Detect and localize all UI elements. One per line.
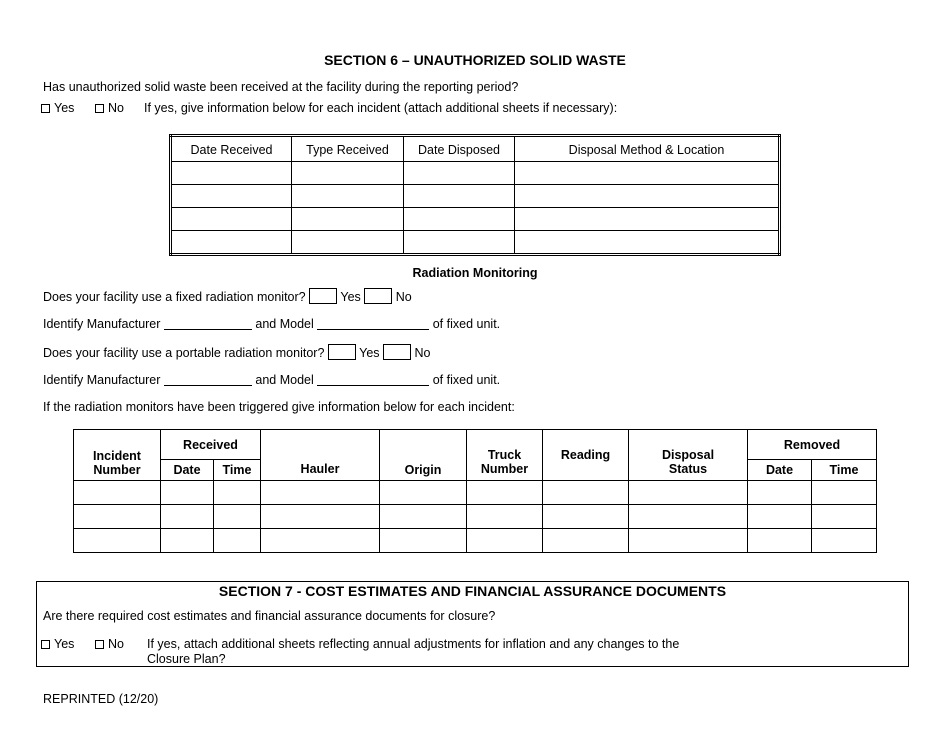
- header-reading: Reading: [543, 430, 629, 481]
- portable-model-field[interactable]: [317, 373, 429, 386]
- header-hauler: Hauler: [261, 430, 380, 481]
- table-cell[interactable]: [748, 505, 812, 529]
- s7-yes-option[interactable]: [41, 637, 74, 651]
- radiation-incident-table: [73, 429, 877, 553]
- reprinted-footer: REPRINTED (12/20): [43, 692, 159, 706]
- portable-yes-box[interactable]: [328, 344, 356, 360]
- table-cell[interactable]: [812, 505, 877, 529]
- table-row: [171, 231, 780, 255]
- table-row: [74, 505, 877, 529]
- table-cell[interactable]: [543, 505, 629, 529]
- waste-yes-checkbox[interactable]: [41, 104, 50, 113]
- table-cell[interactable]: [261, 529, 380, 553]
- s7-no-label: No: [108, 637, 124, 651]
- table-cell[interactable]: [404, 162, 515, 185]
- s7-no-option[interactable]: [95, 637, 124, 651]
- waste-instruction: If yes, give information below for each incident (attach additional sheets if necessary):: [144, 101, 618, 115]
- table-cell[interactable]: [380, 505, 467, 529]
- table-header-row: [171, 136, 780, 162]
- waste-yes-option[interactable]: [41, 101, 74, 115]
- section-7-title: SECTION 7 - COST ESTIMATES AND FINANCIAL ASSURANCE DOCUMENTS: [218, 583, 727, 599]
- fixed-monitor-row: [43, 288, 412, 304]
- table-row: [171, 185, 780, 208]
- table-cell[interactable]: [261, 505, 380, 529]
- section-7-box: [36, 581, 909, 667]
- table-cell[interactable]: [171, 185, 292, 208]
- table-cell[interactable]: [292, 208, 404, 231]
- table-cell[interactable]: [404, 208, 515, 231]
- table-cell[interactable]: [214, 529, 261, 553]
- header-received: Received: [161, 430, 261, 460]
- table-cell[interactable]: [380, 481, 467, 505]
- table-cell[interactable]: [467, 481, 543, 505]
- portable-yes-label: Yes: [359, 346, 380, 360]
- header-disposal-method: Disposal Method & Location: [515, 136, 780, 162]
- fixed-monitor-question: Does your facility use a fixed radiation monitor?: [43, 290, 306, 304]
- header-type-received: Type Received: [292, 136, 404, 162]
- table-cell[interactable]: [629, 505, 748, 529]
- header-truck-number: Truck Number: [467, 430, 543, 481]
- waste-no-checkbox[interactable]: [95, 104, 104, 113]
- fixed-model-field[interactable]: [317, 317, 429, 330]
- table-header-row: [74, 430, 877, 460]
- of-fixed-unit-label: of fixed unit.: [432, 317, 501, 331]
- table-cell[interactable]: [467, 529, 543, 553]
- table-cell[interactable]: [171, 231, 292, 255]
- table-cell[interactable]: [467, 505, 543, 529]
- fixed-yes-box[interactable]: [309, 288, 337, 304]
- table-cell[interactable]: [292, 185, 404, 208]
- s7-yes-checkbox[interactable]: [41, 640, 50, 649]
- table-cell[interactable]: [543, 529, 629, 553]
- table-cell[interactable]: [543, 481, 629, 505]
- waste-no-label: No: [108, 101, 124, 115]
- triggered-instruction: If the radiation monitors have been triggered give information below for each incident:: [43, 400, 515, 414]
- table-cell[interactable]: [261, 481, 380, 505]
- table-cell[interactable]: [404, 231, 515, 255]
- table-cell[interactable]: [214, 505, 261, 529]
- table-cell[interactable]: [812, 529, 877, 553]
- header-removed: Removed: [748, 430, 877, 460]
- table-cell[interactable]: [748, 481, 812, 505]
- portable-monitor-question: Does your facility use a portable radiation monitor?: [43, 346, 325, 360]
- table-cell[interactable]: [629, 481, 748, 505]
- s7-no-checkbox[interactable]: [95, 640, 104, 649]
- waste-no-option[interactable]: [95, 101, 124, 115]
- header-received-time: Time: [214, 460, 261, 481]
- header-origin: Origin: [380, 430, 467, 481]
- table-cell[interactable]: [515, 208, 780, 231]
- section-6-title: SECTION 6 – UNAUTHORIZED SOLID WASTE: [324, 52, 626, 68]
- fixed-manufacturer-field[interactable]: [164, 317, 252, 330]
- table-cell[interactable]: [748, 529, 812, 553]
- table-cell[interactable]: [161, 481, 214, 505]
- portable-no-label: No: [414, 346, 431, 360]
- header-incident-number: Incident Number: [74, 430, 161, 481]
- table-row: [74, 481, 877, 505]
- table-cell[interactable]: [380, 529, 467, 553]
- table-cell[interactable]: [171, 162, 292, 185]
- table-cell[interactable]: [74, 505, 161, 529]
- table-cell[interactable]: [629, 529, 748, 553]
- table-cell[interactable]: [161, 505, 214, 529]
- header-removed-time: Time: [812, 460, 877, 481]
- header-date-disposed: Date Disposed: [404, 136, 515, 162]
- s7-instruction-line2: Closure Plan?: [147, 652, 226, 666]
- portable-manufacturer-field[interactable]: [164, 373, 252, 386]
- table-cell[interactable]: [74, 481, 161, 505]
- and-model-label: and Model: [255, 317, 314, 331]
- table-cell[interactable]: [292, 162, 404, 185]
- fixed-yes-label: Yes: [340, 290, 361, 304]
- table-cell[interactable]: [161, 529, 214, 553]
- and-model-label: and Model: [255, 373, 314, 387]
- table-cell[interactable]: [515, 185, 780, 208]
- portable-no-box[interactable]: [383, 344, 411, 360]
- table-cell[interactable]: [515, 162, 780, 185]
- fixed-no-label: No: [395, 290, 412, 304]
- portable-monitor-row: [43, 344, 431, 360]
- waste-question: Has unauthorized solid waste been received at the facility during the reporting period?: [43, 80, 519, 94]
- identify-manufacturer-label: Identify Manufacturer: [43, 317, 161, 331]
- s7-instruction-line1: If yes, attach additional sheets reflecting annual adjustments for inflation and any changes to the: [147, 637, 680, 651]
- table-cell[interactable]: [292, 231, 404, 255]
- identify-manufacturer-label: Identify Manufacturer: [43, 373, 161, 387]
- fixed-manufacturer-row: [43, 317, 500, 331]
- section-7-question: Are there required cost estimates and financial assurance documents for closure?: [43, 609, 496, 623]
- header-removed-date: Date: [748, 460, 812, 481]
- s7-yes-label: Yes: [54, 637, 75, 651]
- table-cell[interactable]: [404, 185, 515, 208]
- table-cell[interactable]: [74, 529, 161, 553]
- header-date-received: Date Received: [171, 136, 292, 162]
- table-row: [74, 529, 877, 553]
- header-received-date: Date: [161, 460, 214, 481]
- table-cell[interactable]: [515, 231, 780, 255]
- portable-manufacturer-row: [43, 373, 500, 387]
- unauthorized-waste-table: [169, 134, 781, 256]
- waste-yes-label: Yes: [54, 101, 75, 115]
- table-cell[interactable]: [812, 481, 877, 505]
- radiation-title: Radiation Monitoring: [412, 266, 538, 280]
- header-disposal-status: Disposal Status: [629, 430, 748, 481]
- table-cell[interactable]: [214, 481, 261, 505]
- table-cell[interactable]: [171, 208, 292, 231]
- of-fixed-unit-label: of fixed unit.: [432, 373, 501, 387]
- table-row: [171, 208, 780, 231]
- table-row: [171, 162, 780, 185]
- fixed-no-box[interactable]: [364, 288, 392, 304]
